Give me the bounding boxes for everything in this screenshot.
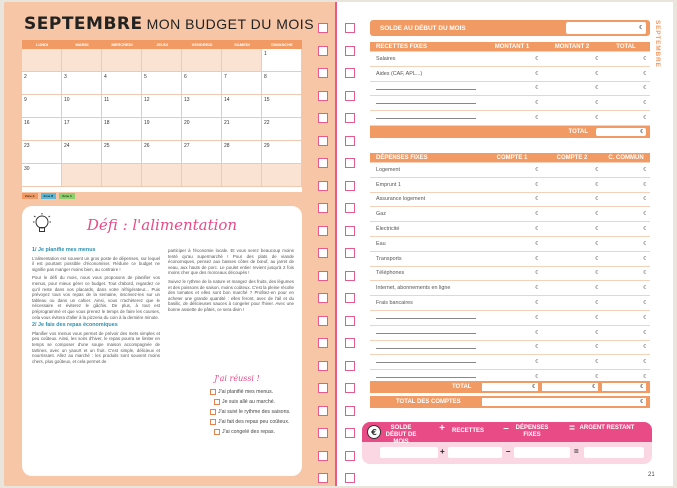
depenses-amount-cell[interactable]: € (535, 240, 538, 247)
margin-checkbox-right[interactable] (345, 383, 355, 393)
defi-column-right (168, 248, 294, 316)
depenses-amount-cell[interactable]: € (535, 226, 538, 233)
calendar-day-cell[interactable]: 28 (222, 141, 262, 164)
depenses-amount-cell[interactable]: € (643, 270, 646, 277)
recettes-amount-cell[interactable]: € (535, 100, 538, 107)
margin-checkbox-right[interactable] (345, 181, 355, 191)
recettes-amount-cell[interactable]: € (643, 70, 646, 77)
margin-checkbox-right[interactable] (345, 271, 355, 281)
margin-checkbox-left[interactable] (318, 91, 328, 101)
depenses-row (370, 178, 650, 193)
margin-checkbox-left[interactable] (318, 203, 328, 213)
margin-checkbox-right[interactable] (345, 473, 355, 483)
depenses-col-1: COMPTE 1 (496, 154, 528, 161)
margin-checkbox-left[interactable] (318, 113, 328, 123)
calendar-day-cell[interactable]: 1 (262, 49, 302, 72)
calendar-day-cell[interactable]: 26 (142, 141, 182, 164)
checklist (182, 389, 292, 435)
recettes-blank-line[interactable] (376, 96, 476, 104)
depenses-amount-cell[interactable]: € (595, 196, 598, 203)
defi-title: Défi : l'alimentation (86, 216, 238, 234)
recettes-col-1: MONTANT 1 (494, 43, 530, 50)
calendar-day-cell[interactable]: 30 (22, 164, 62, 187)
recettes-row (370, 111, 650, 126)
recettes-col-2: MONTANT 2 (554, 43, 590, 50)
margin-checkbox-left[interactable] (318, 158, 328, 168)
recettes-amount-cell[interactable]: € (595, 85, 598, 92)
calendar-grid (22, 40, 302, 198)
margin-checkbox-left[interactable] (318, 316, 328, 326)
depenses-row (370, 163, 650, 178)
margin-checkbox-right[interactable] (345, 248, 355, 258)
solde-input[interactable]: € (566, 22, 646, 34)
calendar-day-cell[interactable] (142, 164, 182, 187)
depenses-amount-cell[interactable]: € (643, 226, 646, 233)
depenses-amount-cell[interactable]: € (643, 255, 646, 262)
summary-plus: + (439, 423, 445, 434)
depenses-amount-cell[interactable]: € (595, 166, 598, 173)
legend-zone-2: Zone B (41, 193, 57, 199)
calendar-title (24, 14, 314, 34)
recettes-amount-cell[interactable]: € (535, 85, 538, 92)
total-compte-1[interactable]: € (482, 383, 538, 391)
weekday-samedi: SAMEDI (234, 42, 250, 47)
checklist-label: J'ai suivi le rythme des saisons. (218, 409, 291, 415)
depenses-amount-cell[interactable]: € (535, 359, 538, 366)
recettes-amount-cell[interactable]: € (535, 115, 538, 122)
depenses-row (370, 237, 650, 252)
depenses-label: Eau (376, 240, 386, 247)
recettes-amount-cell[interactable]: € (643, 100, 646, 107)
margin-checkbox-left[interactable] (318, 383, 328, 393)
section-2-title: 2/ Je fais des repas économiques (32, 322, 118, 329)
section-2-paragraph-1: Planifier vos menus vous permet de prévoir des mets simples et peu coûteux. Ainsi, les soirs d'hiver, le repas pourra se limiter en temps se composer d'une soupe maison accompagnée de tartines, avec un yaourt et un fruit. C'est simple, délicieux et nourrissant. Allez au marché : les produits sont souvent moins chers, plus goûteux, et cela permet de (32, 330, 160, 364)
calendar-day-cell[interactable]: 12 (142, 95, 182, 118)
calendar-day-cell[interactable] (62, 49, 102, 72)
calendar-day-cell[interactable]: 7 (222, 72, 262, 95)
margin-checkbox-left[interactable] (318, 226, 328, 236)
depenses-amount-cell[interactable]: € (643, 359, 646, 366)
margin-checkbox-right[interactable] (345, 91, 355, 101)
depenses-blank-line[interactable] (376, 326, 476, 334)
depenses-total-bar (370, 381, 650, 393)
reussi-checklist (182, 374, 292, 439)
summary-op-minus: – (506, 447, 511, 456)
depenses-col-0: DÉPENSES FIXES (376, 154, 428, 161)
recettes-col-0: RECETTES FIXES (376, 43, 428, 50)
depenses-amount-cell[interactable]: € (535, 285, 538, 292)
depenses-label: Transports (376, 255, 402, 262)
margin-checkbox-left[interactable] (318, 248, 328, 258)
recettes-row (370, 52, 650, 67)
depenses-blank-line[interactable] (376, 355, 476, 363)
recettes-row (370, 67, 650, 82)
margin-checkbox-right[interactable] (345, 136, 355, 146)
depenses-blank-line[interactable] (376, 311, 476, 319)
depenses-amount-cell[interactable]: € (595, 255, 598, 262)
depenses-amount-cell[interactable]: € (535, 329, 538, 336)
calendar-day-cell[interactable]: 19 (142, 118, 182, 141)
checklist-item (210, 389, 292, 395)
weekday-lundi: LUNDI (35, 42, 49, 47)
recettes-total-label: TOTAL (568, 129, 588, 135)
depenses-amount-cell[interactable]: € (535, 255, 538, 262)
calendar-day-cell[interactable]: 29 (262, 141, 302, 164)
depenses-amount-cell[interactable]: € (643, 211, 646, 218)
checklist-item (214, 429, 292, 435)
checklist-item (210, 419, 292, 425)
total-compte-2[interactable]: € (542, 383, 598, 391)
margin-checkbox-right[interactable] (345, 316, 355, 326)
margin-checkbox-left[interactable] (318, 361, 328, 371)
solde-bar (370, 20, 650, 36)
depenses-label: Internet, abonnements en ligne (376, 285, 451, 292)
margin-checkbox-left[interactable] (318, 338, 328, 348)
depenses-amount-cell[interactable]: € (595, 285, 598, 292)
depenses-row (370, 311, 650, 326)
depenses-row (370, 193, 650, 208)
page-number: 21 (648, 472, 655, 478)
depenses-row (370, 355, 650, 370)
recettes-total-bar (370, 126, 650, 138)
margin-checkbox-right[interactable] (345, 406, 355, 416)
recettes-amount-cell[interactable]: € (595, 70, 598, 77)
legend-zone-3: Zone C (59, 193, 75, 199)
depenses-row (370, 207, 650, 222)
depenses-amount-cell[interactable]: € (595, 359, 598, 366)
defi-card (22, 206, 302, 476)
depenses-col-3: C. COMMUN (608, 154, 644, 161)
margin-checkbox-right[interactable] (345, 68, 355, 78)
coins-icon (366, 424, 382, 440)
margin-checkbox-left[interactable] (318, 451, 328, 461)
depenses-amount-cell[interactable]: € (643, 329, 646, 336)
margin-checkbox-left[interactable] (318, 136, 328, 146)
margin-checkbox-right[interactable] (345, 226, 355, 236)
checkbox[interactable] (214, 429, 220, 435)
calendar-day-cell[interactable]: 2 (22, 72, 62, 95)
depenses-amount-cell[interactable]: € (643, 181, 646, 188)
summary-col-argent: ARGENT RESTANT (579, 425, 635, 431)
calendar-day-cell[interactable]: 6 (182, 72, 222, 95)
depenses-row (370, 296, 650, 311)
calendar-legend (22, 193, 75, 199)
depenses-amount-cell[interactable]: € (643, 314, 646, 321)
weekday-vendredi: VENDREDI (191, 42, 213, 47)
depenses-row (370, 341, 650, 356)
recettes-amount-cell[interactable]: € (643, 115, 646, 122)
depenses-amount-cell[interactable]: € (535, 166, 538, 173)
margin-checkbox-left[interactable] (318, 68, 328, 78)
checklist-item (210, 409, 292, 415)
depenses-amount-cell[interactable]: € (643, 196, 646, 203)
reussi-title: J'ai réussi ! (214, 374, 260, 383)
margin-checkbox-left[interactable] (318, 46, 328, 56)
depenses-label: Électricité (376, 226, 400, 233)
recettes-amount-cell[interactable]: € (643, 55, 646, 62)
calendar-day-cell[interactable]: 16 (22, 118, 62, 141)
section-1-paragraph-2: Pour le défi du mois, nous vous proposons de planifier vos menus, pour mieux gérer ce budget. Tout d'abord, regardez ce qu'il reste dans vos placards, dans votre réfrigérateur... Puis prévoyez tous vos repas de la semaine, inscrivez-les sur un tableau ou dans un cahier. Ainsi, vous n'achèterez que le nécessaire et éviterez le gâchis. De plus, à tout est préprogrammé et que vous prenez le temps de faire les courses, cela vous évitera d'aller à la pizzeria du coin à la dernière minute. (32, 275, 160, 320)
depenses-amount-cell[interactable]: € (595, 300, 598, 307)
recettes-label: Aides (CAF, APL...) (376, 70, 423, 77)
calendar-day-cell[interactable]: 23 (22, 141, 62, 164)
margin-checkbox-right[interactable] (345, 293, 355, 303)
depenses-total-label: TOTAL (452, 384, 472, 390)
depenses-label: Frais bancaires (376, 300, 413, 307)
summary-input-recettes[interactable] (448, 447, 502, 458)
calendar-day-cell[interactable]: 25 (102, 141, 142, 164)
solde-label: SOLDE AU DÉBUT DU MOIS (380, 24, 466, 32)
summary-equals: = (569, 423, 575, 434)
summary-box (362, 422, 652, 464)
recettes-row (370, 82, 650, 97)
checklist-label: Je suis allé au marché. (222, 399, 276, 405)
section-2-paragraph-2: Suivez le rythme de la nature et mangez des fruits, des légumes et des poissons de saison, moins coûteux. C'est la pleine récolte des tomates et elles sont bon marché ? Profitez-en pour en acheter une grande quantité : elles feront, avec de l'ail et du basilic, de délicieuses sauces à congeler pour l'hiver. Avec une bonne assiette de pâtes, ce sera divin ! (168, 278, 294, 312)
margin-checkbox-right[interactable] (345, 338, 355, 348)
weekday-mercredi: MERCREDI (111, 42, 133, 47)
recettes-row (370, 96, 650, 111)
recettes-total-input[interactable]: € (596, 128, 646, 136)
checklist-label: J'ai fait des repas peu coûteux. (218, 419, 290, 425)
depenses-label: Téléphones (376, 270, 405, 277)
margin-checkbox-right[interactable] (345, 113, 355, 123)
calendar-day-cell[interactable] (222, 49, 262, 72)
calendar-day-cell[interactable]: 13 (182, 95, 222, 118)
summary-col-recettes: RECETTES (451, 428, 484, 434)
margin-checkbox-right[interactable] (345, 361, 355, 371)
recettes-col-3: TOTAL (616, 43, 636, 50)
summary-header (362, 422, 652, 445)
depenses-label: Emprunt 1 (376, 181, 401, 188)
calendar-day-cell[interactable]: 21 (222, 118, 262, 141)
depenses-amount-cell[interactable]: € (643, 240, 646, 247)
calendar-day-cell[interactable] (222, 164, 262, 187)
recettes-blank-line[interactable] (376, 111, 476, 119)
checklist-item (214, 399, 292, 405)
recettes-amount-cell[interactable]: € (595, 115, 598, 122)
calendar-day-cell[interactable]: 11 (102, 95, 142, 118)
depenses-amount-cell[interactable]: € (595, 314, 598, 321)
depenses-col-2: COMPTE 2 (556, 154, 588, 161)
depenses-amount-cell[interactable]: € (595, 270, 598, 277)
depenses-amount-cell[interactable]: € (535, 270, 538, 277)
depenses-row (370, 222, 650, 237)
calendar-day-cell[interactable]: 8 (262, 72, 302, 95)
depenses-amount-cell[interactable]: € (535, 196, 538, 203)
recettes-amount-cell[interactable]: € (535, 55, 538, 62)
total-des-comptes-bar (370, 396, 650, 408)
summary-col-solde: SOLDE DÉBUT DE MOIS (385, 425, 417, 445)
recettes-table (370, 42, 650, 126)
calendar-day-cell[interactable]: 17 (62, 118, 102, 141)
calendar-day-header (22, 40, 302, 49)
section-1-paragraph-1: L'alimentation est souvent un gros poste de dépenses, sur lequel il est pourtant possible d'économiser. Réduire ce budget ne signifie pas manger moins bien, au contraire ! (32, 255, 160, 272)
depenses-amount-cell[interactable]: € (643, 285, 646, 292)
depenses-table (370, 153, 650, 385)
weekday-dimanche: DIMANCHE (271, 42, 293, 47)
total-des-comptes-input[interactable]: € (482, 398, 646, 406)
checklist-label: J'ai planifié mes menus. (218, 389, 274, 395)
depenses-amount-cell[interactable]: € (535, 300, 538, 307)
recettes-header (370, 42, 650, 52)
calendar-day-cell[interactable]: 24 (62, 141, 102, 164)
weekday-jeudi: JEUDI (156, 42, 168, 47)
recettes-label: Salaires (376, 55, 396, 62)
calendar-day-cell[interactable]: 22 (262, 118, 302, 141)
depenses-row (370, 252, 650, 267)
weekday-mardi: MARDI (75, 42, 89, 47)
calendar-day-cell[interactable]: 4 (102, 72, 142, 95)
depenses-amount-cell[interactable]: € (595, 181, 598, 188)
margin-checkbox-left[interactable] (318, 293, 328, 303)
depenses-amount-cell[interactable]: € (595, 344, 598, 351)
calendar-day-cell[interactable]: 3 (62, 72, 102, 95)
recettes-amount-cell[interactable]: € (643, 85, 646, 92)
depenses-amount-cell[interactable]: € (535, 181, 538, 188)
calendar-day-cell[interactable] (262, 164, 302, 187)
calendar-day-cell[interactable] (102, 164, 142, 187)
depenses-amount-cell[interactable]: € (535, 374, 538, 381)
calendar-day-cell[interactable] (22, 49, 62, 72)
calendar-day-cell[interactable]: 20 (182, 118, 222, 141)
depenses-label: Gaz (376, 211, 386, 218)
depenses-amount-cell[interactable]: € (595, 226, 598, 233)
depenses-amount-cell[interactable]: € (595, 240, 598, 247)
depenses-amount-cell[interactable]: € (643, 344, 646, 351)
checkbox[interactable] (210, 419, 216, 425)
calendar-cells (22, 49, 302, 187)
summary-op-plus: + (440, 447, 445, 456)
margin-checkbox-left[interactable] (318, 181, 328, 191)
checkbox[interactable] (214, 399, 220, 405)
recettes-amount-cell[interactable]: € (535, 70, 538, 77)
recettes-amount-cell[interactable]: € (595, 55, 598, 62)
total-des-comptes-label: TOTAL DES COMPTES (396, 399, 461, 405)
depenses-header (370, 153, 650, 163)
section-2-paragraph-1-cont: participer à l'économie locale. Et vous serez beaucoup moins tenté qu'au supermarché ! Pour des plats de viande économiques, pensez aux basses côtes de bœuf, au jarret de veau, aux hauts de porc. Le poulet entier revient jusqu'à 2 fois moins cher que des morceaux découpés ! (168, 248, 294, 276)
calendar-subtitle: MON BUDGET DU MOIS (146, 16, 315, 32)
calendar-day-cell[interactable]: 27 (182, 141, 222, 164)
margin-checkbox-right[interactable] (345, 46, 355, 56)
depenses-rows (370, 163, 650, 385)
summary-op-equals: = (574, 447, 579, 456)
depenses-label: Logement (376, 166, 400, 173)
calendar-day-cell[interactable] (182, 49, 222, 72)
depenses-amount-cell[interactable]: € (643, 300, 646, 307)
depenses-row (370, 281, 650, 296)
margin-checkbox-left[interactable] (318, 473, 328, 483)
recettes-blank-line[interactable] (376, 82, 476, 90)
depenses-amount-cell[interactable]: € (535, 314, 538, 321)
calendar-day-cell[interactable] (142, 49, 182, 72)
side-month-label: SEPTEMBRE (654, 20, 661, 68)
depenses-amount-cell[interactable]: € (535, 211, 538, 218)
checkbox[interactable] (210, 389, 216, 395)
depenses-amount-cell[interactable]: € (535, 344, 538, 351)
calendar-day-cell[interactable]: 5 (142, 72, 182, 95)
margin-checkbox-right[interactable] (345, 428, 355, 438)
depenses-amount-cell[interactable]: € (595, 211, 598, 218)
svg-text:€: € (371, 428, 377, 437)
depenses-amount-cell[interactable]: € (595, 374, 598, 381)
recettes-amount-cell[interactable]: € (595, 100, 598, 107)
margin-checkbox-right[interactable] (345, 451, 355, 461)
summary-input-solde[interactable] (380, 447, 438, 458)
depenses-amount-cell[interactable]: € (643, 166, 646, 173)
calendar-day-cell[interactable]: 18 (102, 118, 142, 141)
depenses-amount-cell[interactable]: € (643, 374, 646, 381)
recettes-rows (370, 52, 650, 126)
margin-checkbox-left[interactable] (318, 23, 328, 33)
summary-col-depenses: DÉPENSES FIXES (515, 425, 549, 438)
depenses-blank-line[interactable] (376, 370, 476, 378)
margin-checkbox-left[interactable] (318, 428, 328, 438)
calendar-day-cell[interactable]: 10 (62, 95, 102, 118)
calendar-day-cell[interactable] (102, 49, 142, 72)
defi-column-left (32, 246, 160, 367)
depenses-blank-line[interactable] (376, 341, 476, 349)
legend-zone-1: Zone A (22, 193, 38, 199)
summary-minus: – (503, 423, 509, 434)
depenses-row (370, 267, 650, 282)
checklist-label: J'ai congelé des repas. (222, 429, 275, 435)
total-compte-commun[interactable]: € (602, 383, 646, 391)
calendar-day-cell[interactable] (62, 164, 102, 187)
calendar-day-cell[interactable]: 14 (222, 95, 262, 118)
depenses-label: Assurance logement (376, 196, 426, 203)
calendar-day-cell[interactable]: 15 (262, 95, 302, 118)
margin-checkbox-right[interactable] (345, 23, 355, 33)
depenses-amount-cell[interactable]: € (595, 329, 598, 336)
margin-checkbox-right[interactable] (345, 203, 355, 213)
calendar-day-cell[interactable]: 9 (22, 95, 62, 118)
margin-checkbox-right[interactable] (345, 158, 355, 168)
margin-checkbox-left[interactable] (318, 271, 328, 281)
summary-input-argent[interactable] (584, 447, 644, 458)
checkbox[interactable] (210, 409, 216, 415)
depenses-row (370, 326, 650, 341)
summary-input-depenses[interactable] (514, 447, 570, 458)
month-name: SEPTEMBRE (24, 14, 143, 34)
margin-checkbox-left[interactable] (318, 406, 328, 416)
section-1-title: 1/ Je planifie mes menus (32, 247, 96, 253)
calendar-day-cell[interactable] (182, 164, 222, 187)
